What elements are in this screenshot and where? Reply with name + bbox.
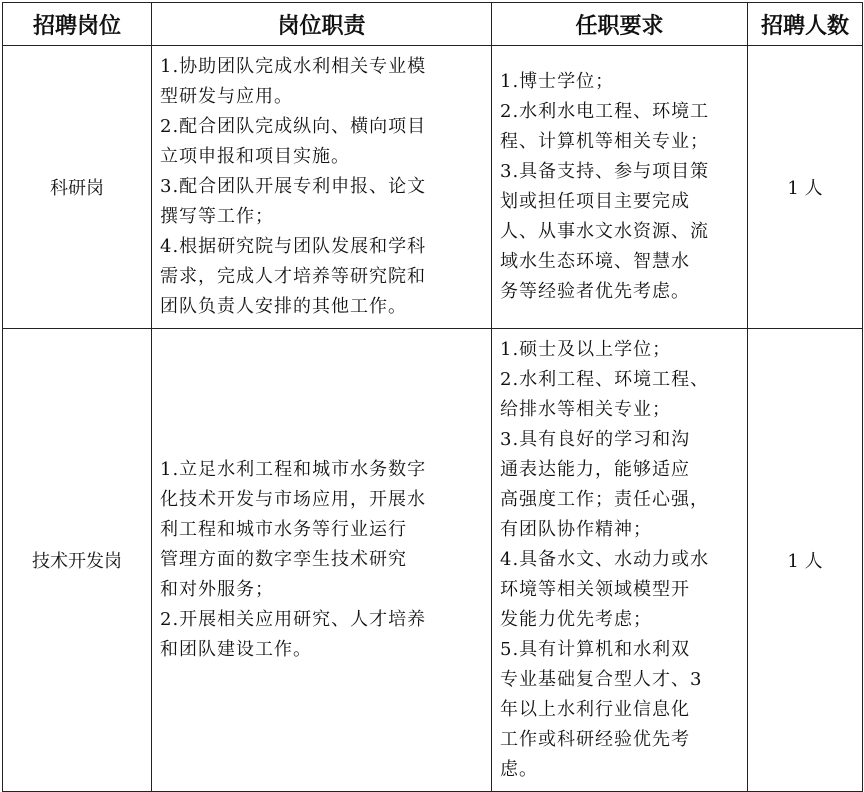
text-line: 环境等相关领域模型开 [500,579,690,600]
text-line: 年以上水利行业信息化 [500,699,690,720]
text-line: 团队负责人安排的其他工作。 [160,296,407,317]
text-line: 程、计算机等相关专业； [500,131,709,152]
text-line: 立项申报和项目实施。 [160,146,350,167]
header-requirements: 任职要求 [492,3,748,46]
text-line: 域水生态环境、智慧水 [500,251,690,272]
text-line: 虑。 [500,759,538,780]
text-line: 工作或科研经验优先考 [500,729,690,750]
text-line: 利工程和城市水务等行业运行 [160,519,407,540]
text-line: 型研发与应用。 [160,86,293,107]
text-line: 和对外服务； [160,579,274,600]
duties-cell [152,46,492,329]
text-line: 3.具备支持、参与项目策 [500,161,710,182]
text-line: 2.开展相关应用研究、人才培养 [160,609,427,630]
requirements-cell [492,329,748,792]
text-line: 1.立足水利工程和城市水务数字 [160,459,427,480]
text-line: 发能力优先考虑； [500,609,652,630]
text-line: 2.配合团队完成纵向、横向项目 [160,116,427,137]
text-line: 2.水利工程、环境工程、 [500,369,710,390]
recruitment-table [2,2,863,792]
table-row [3,46,863,329]
position-cell: 技术开发岗 [3,329,152,792]
position-cell: 科研岗 [3,46,152,329]
text-line: 2.水利水电工程、环境工 [500,101,710,122]
text-line: 通表达能力，能够适应 [500,459,690,480]
text-line: 和团队建设工作。 [160,639,312,660]
text-line: 给排水等相关专业； [500,399,671,420]
text-line: 4.具备水文、水动力或水 [500,549,710,570]
text-line: 3.配合团队开展专利申报、论文 [160,176,427,197]
text-line: 1.硕士及以上学位； [500,339,672,360]
text-line: 撰写等工作； [160,206,274,227]
text-line: 1.协助团队完成水利相关专业模 [160,56,427,77]
text-line: 专业基础复合型人才、3 [500,669,703,690]
text-line: 5.具有计算机和水利双 [500,639,691,660]
header-duties: 岗位职责 [152,3,492,46]
text-line: 4.根据研究院与团队发展和学科 [160,236,427,257]
requirements-cell [492,46,748,329]
text-line: 划或担任项目主要完成 [500,191,690,212]
count-cell: 1 人 [748,329,863,792]
text-line: 有团队协作精神； [500,519,652,540]
text-line: 1.博士学位； [500,71,615,92]
header-row [3,3,863,46]
duties-cell [152,329,492,792]
text-line: 管理方面的数字孪生技术研究 [160,549,407,570]
text-line: 人、从事水文水资源、流 [500,221,709,242]
count-cell: 1 人 [748,46,863,329]
header-count: 招聘人数 [748,3,863,46]
table-row [3,329,863,792]
text-line: 3.具有良好的学习和沟 [500,429,691,450]
header-position: 招聘岗位 [3,3,152,46]
text-line: 化技术开发与市场应用，开展水 [160,489,426,510]
text-line: 高强度工作；责任心强， [500,489,709,510]
text-line: 务等经验者优先考虑。 [500,281,690,302]
text-line: 需求，完成人才培养等研究院和 [160,266,426,287]
